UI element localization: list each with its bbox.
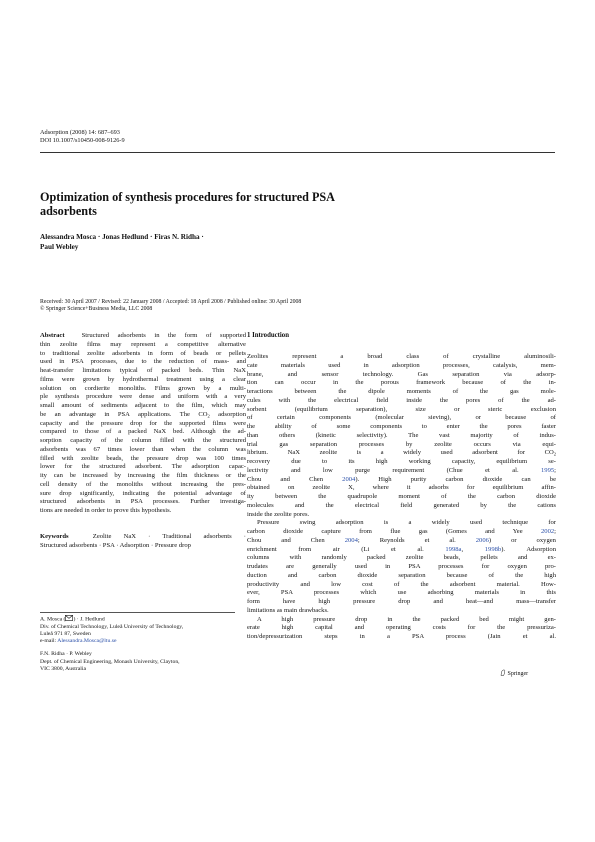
right-column (247, 332, 556, 642)
title-line: Optimization of synthesis procedures for structured PSA (40, 190, 335, 204)
intro-paragraph-rest (247, 484, 556, 519)
text-line: cules with the electrical field inside the pores of the ad- (247, 396, 556, 404)
text-span: ). Adsorption (501, 545, 556, 553)
text-line: ever, PSA processes which use adsorbing materials in this (247, 589, 556, 597)
copyright-line: © Springer Science+Business Media, LLC 2008 (40, 306, 153, 313)
text-line: lower for the structured adsorbent. The adsorption capac- (40, 463, 246, 471)
affiliation-text: VIC 3800, Australia (40, 665, 86, 672)
text-line: productivity and low cost of the adsorbent material. How- (247, 580, 556, 588)
text-line: limitations as main drawbacks. (247, 606, 329, 614)
email-label: e-mail: (40, 638, 58, 645)
affiliation-rule (40, 612, 235, 613)
text-line: sure drop significantly, indicating the potential advantage of (40, 489, 246, 497)
email-link[interactable]: Alessandra.Mosca@ltu.se (57, 638, 117, 645)
text-span: lectivity and low purge requirement (Chue et al. (247, 466, 541, 474)
keywords-line (40, 533, 246, 542)
citation-link[interactable]: 1995 (540, 466, 555, 474)
text-line: thin zeolite films may represent a competitive alternative (40, 340, 246, 348)
journal-citation: Adsorption (2008) 14: 687–693 (40, 129, 120, 136)
text-span: , (461, 545, 485, 553)
affiliation-text: Luleå 971 87, Sweden (40, 630, 91, 637)
affiliation-text: Dept. of Chemical Engineering, Monash University, Clayton, (40, 658, 180, 665)
text-line: the ability of some components to enter the pores faster (247, 423, 556, 430)
doi: DOI 10.1007/s10450-008-9126-9 (40, 137, 125, 144)
text-line: be an advantage in PSA applications. The $CO_2$ adsorption (40, 410, 246, 419)
abstract (40, 332, 246, 516)
text-line: tion/depressurization steps in a PSA process (Jain et al. (247, 633, 556, 640)
text-line (247, 458, 556, 467)
text-line: filled with zeolite beads, the pressure drop was 100 times (40, 454, 246, 462)
text-line: brane, and sensor technology. Gas separation via adsorp- (247, 370, 556, 378)
header-rule (40, 152, 555, 153)
journal-header (40, 129, 125, 145)
text-line: Zeolites represent a broad class of crystalline aluminosili- (247, 353, 556, 360)
text-line (247, 467, 556, 476)
text-line: form have high pressure drop and heat—and mass—transfer (247, 598, 556, 605)
text-span: librium. NaX zeolite is a widely used adsorbent for CO (247, 449, 554, 457)
affiliation-text: A. Mosca ( (40, 616, 66, 623)
citation-link[interactable]: 2006 (475, 536, 489, 544)
text-span: ). High purity carbon dioxide can be (355, 475, 556, 483)
text-span: ; (554, 466, 556, 474)
text-line (247, 449, 556, 458)
text-line: inside the zeolite pores. (247, 510, 310, 518)
text-line: trudates are generally used in PSA processes for oxygen pro- (247, 563, 556, 570)
dates-line: Received: 30 April 2007 / Revised: 22 January 2008 / Accepted: 18 April 2008 / Published online: 30 April 2008 (40, 299, 302, 305)
citation-link[interactable]: 1998b (484, 545, 502, 553)
intro-paragraph (247, 353, 556, 449)
text-line: ple synthesis procedure were dense and uniform with a very (40, 393, 246, 401)
text-line: heat-transfer limitations typical of packed beds. Thin NaX (40, 367, 246, 374)
text-line: cate materials used in adsorption processes, catalysis, mem- (247, 361, 556, 369)
text-span: Chou and Chen (247, 536, 345, 544)
keywords-label: Keywords (40, 532, 69, 540)
text-line: of certain components (molecular sieving), or because of (247, 414, 556, 422)
keywords-text: Zeolite NaX · Traditional adsorbents · (92, 532, 246, 540)
text-line: to traditional zeolite adsorbents in form of beads or pellets (40, 349, 246, 357)
text-line: trial gas separation processes by zeolite occurs via equi- (247, 440, 556, 448)
text-line: used in PSA processes, due to the reduction of mass- and (40, 358, 246, 366)
text-line: sorption capacity of the column filled with the structured (40, 437, 246, 444)
text-line (247, 537, 556, 546)
text-span: ; (554, 528, 556, 535)
publisher-name: Springer (507, 671, 529, 677)
text-span: ) or oxygen (488, 536, 556, 544)
text-line: sorbent (equilibrium separation), size or steric exclusion (247, 405, 556, 413)
text-span: ; Reynolds et al. (357, 536, 476, 544)
intro-paragraph-2-rest (247, 554, 556, 615)
springer-horse-icon (500, 669, 506, 676)
text-line: duction and carbon dioxide separation because of the high (247, 571, 556, 579)
text-line: A high pressure drop in the packed bed might gen- (257, 615, 556, 623)
text-line (247, 546, 556, 555)
affiliation-text: F.N. Ridha · P. Webley (40, 651, 92, 658)
text-line (247, 519, 556, 528)
citation-link[interactable]: 2002 (540, 528, 555, 535)
keywords-text: Structured adsorbents · PSA · Adsorption · Pressure drop (40, 541, 191, 549)
text-line: Abstract Structured adsorbents in the form of supported (40, 332, 246, 339)
text-span: carbon dioxide capture from flue gas (Gomes and Yee (247, 528, 541, 535)
text-line: adsorbents was 67 times lower than when the column was (40, 445, 246, 453)
text-line: erate high capital and operating costs for the pressuriza- (247, 624, 556, 632)
text-line: cell density of the monoliths without increasing the pres- (40, 480, 246, 488)
affiliations (40, 615, 280, 679)
author-line: Paul Webley (40, 242, 79, 251)
subscript: 2 (553, 451, 556, 457)
text-line: columns with randomly packed zeolite beads, pellets and ex- (247, 554, 556, 562)
text-line: tions are needed in order to prove this hypothesis. (40, 507, 172, 514)
text-line: ity between the quadrupole moment of the carbon dioxide (247, 493, 556, 500)
text-line: obtained on zeolite X, where it adsorbs for equilibrium affin- (247, 484, 556, 492)
text-line: teractions between the dipole moments of the gas mole- (247, 388, 556, 395)
text-line (247, 476, 556, 485)
citation-link[interactable]: 2004 (342, 475, 356, 483)
affiliation-text: ) · J. Hedlund (73, 616, 105, 623)
section-heading: 1 Introduction (247, 332, 289, 339)
author-list (40, 233, 340, 252)
text-span: Pressure swing adsorption is a widely used technique for (257, 519, 556, 527)
publisher-footer (500, 669, 528, 677)
author-line: Alessandra Mosca · Jonas Hedlund · Firas N. Ridha · (40, 233, 204, 241)
publication-dates (40, 299, 440, 314)
text-line: capacity and the pressure drop for the supported films were (40, 419, 246, 427)
text-span: enrichment from air (Li et al. (247, 545, 446, 553)
text-line: small amount of sediments adjacent to the film, which may (40, 402, 246, 409)
text-line: tion can occur in the porous framework because of the in- (247, 379, 556, 387)
text-line (247, 528, 556, 537)
text-line: solution on cordierite monoliths. Films grown by a multi- (40, 384, 246, 392)
affiliation-text: Div. of Chemical Technology, Luleå University of Technology, (40, 623, 184, 630)
text-line: molecules and the electrical field generated by the cations (247, 501, 556, 509)
citation-link[interactable]: 2004 (344, 536, 358, 544)
text-span: recovery due to its high working capacity, equilibrium se- (247, 458, 556, 465)
text-line: than others (kinetic selectivity). The vast majority of indus- (247, 431, 556, 439)
title-line: adsorbents (40, 204, 97, 218)
abstract-label: Abstract (40, 332, 65, 339)
subscript: 2 (207, 413, 210, 419)
text-line: structured adsorbents in PSA processes. Further investiga- (40, 498, 246, 506)
text-line: ity can be increased by increasing the film thickness or the (40, 472, 246, 479)
text-line: films were grown by hydrothermal treatment using a clear (40, 375, 246, 383)
text-line: compared to those of a packed NaX bed. Although the ad- (40, 428, 246, 436)
citation-link[interactable]: 1998a (445, 545, 462, 553)
article-title (40, 190, 420, 218)
text-span: Chou and Chen (247, 475, 343, 483)
left-column (40, 332, 246, 550)
keywords-line (40, 542, 246, 551)
intro-paragraph-3 (247, 616, 556, 642)
